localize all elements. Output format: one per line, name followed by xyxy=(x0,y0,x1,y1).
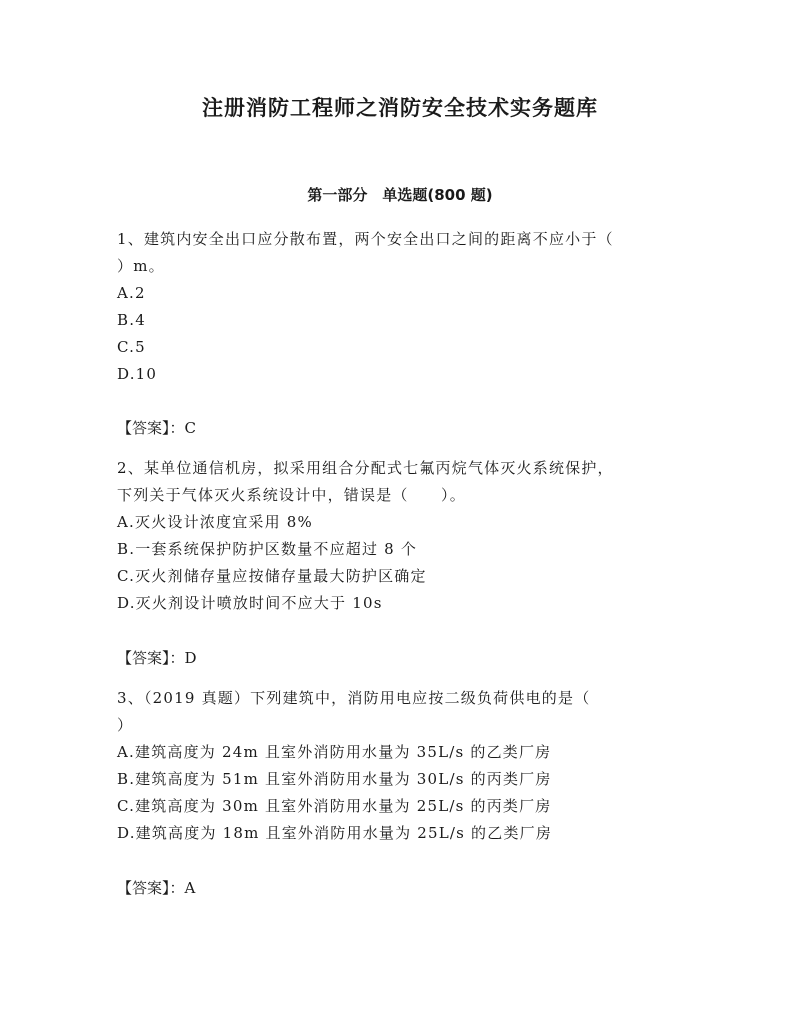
question-2-option-a: A.灭火设计浓度宜采用 8% xyxy=(117,513,313,531)
question-3-option-c: C.建筑高度为 30m 且室外消防用水量为 25L/s 的丙类厂房 xyxy=(117,797,552,815)
question-3-stem-line-1: 3、（2019 真题）下列建筑中，消防用电应按二级负荷供电的是（ xyxy=(117,689,591,707)
question-3-answer: 【答案】：A xyxy=(117,879,196,897)
question-1-answer: 【答案】：C xyxy=(117,419,196,437)
question-1-stem-line-1: 1、建筑内安全出口应分散布置，两个安全出口之间的距离不应小于（ xyxy=(117,230,614,248)
question-2-answer: 【答案】：D xyxy=(117,649,197,667)
question-2-option-b: B.一套系统保护防护区数量不应超过 8 个 xyxy=(117,540,418,558)
question-2-option-c: C.灭火剂储存量应按储存量最大防护区确定 xyxy=(117,567,427,585)
question-3-option-b: B.建筑高度为 51m 且室外消防用水量为 30L/s 的丙类厂房 xyxy=(117,770,552,788)
section-heading: 第一部分 单选题(800 题) xyxy=(307,186,493,204)
question-1-stem-line-2: ）m。 xyxy=(117,257,165,275)
question-2-stem-line-1: 2、某单位通信机房，拟采用组合分配式七氟丙烷气体灭火系统保护， xyxy=(117,459,614,477)
question-3-option-d: D.建筑高度为 18m 且室外消防用水量为 25L/s 的乙类厂房 xyxy=(117,824,553,842)
question-3-stem-line-2: ） xyxy=(117,716,134,734)
question-2-stem-line-2: 下列关于气体灭火系统设计中，错误是（ ）。 xyxy=(117,486,466,504)
question-1-option-b: B.4 xyxy=(117,311,146,329)
page-title: 注册消防工程师之消防安全技术实务题库 xyxy=(202,96,598,120)
question-1-option-c: C.5 xyxy=(117,338,146,356)
question-2-option-d: D.灭火剂设计喷放时间不应大于 10s xyxy=(117,594,383,612)
question-1-option-d: D.10 xyxy=(117,365,158,383)
question-1-option-a: A.2 xyxy=(117,284,146,302)
question-3-option-a: A.建筑高度为 24m 且室外消防用水量为 35L/s 的乙类厂房 xyxy=(117,743,552,761)
